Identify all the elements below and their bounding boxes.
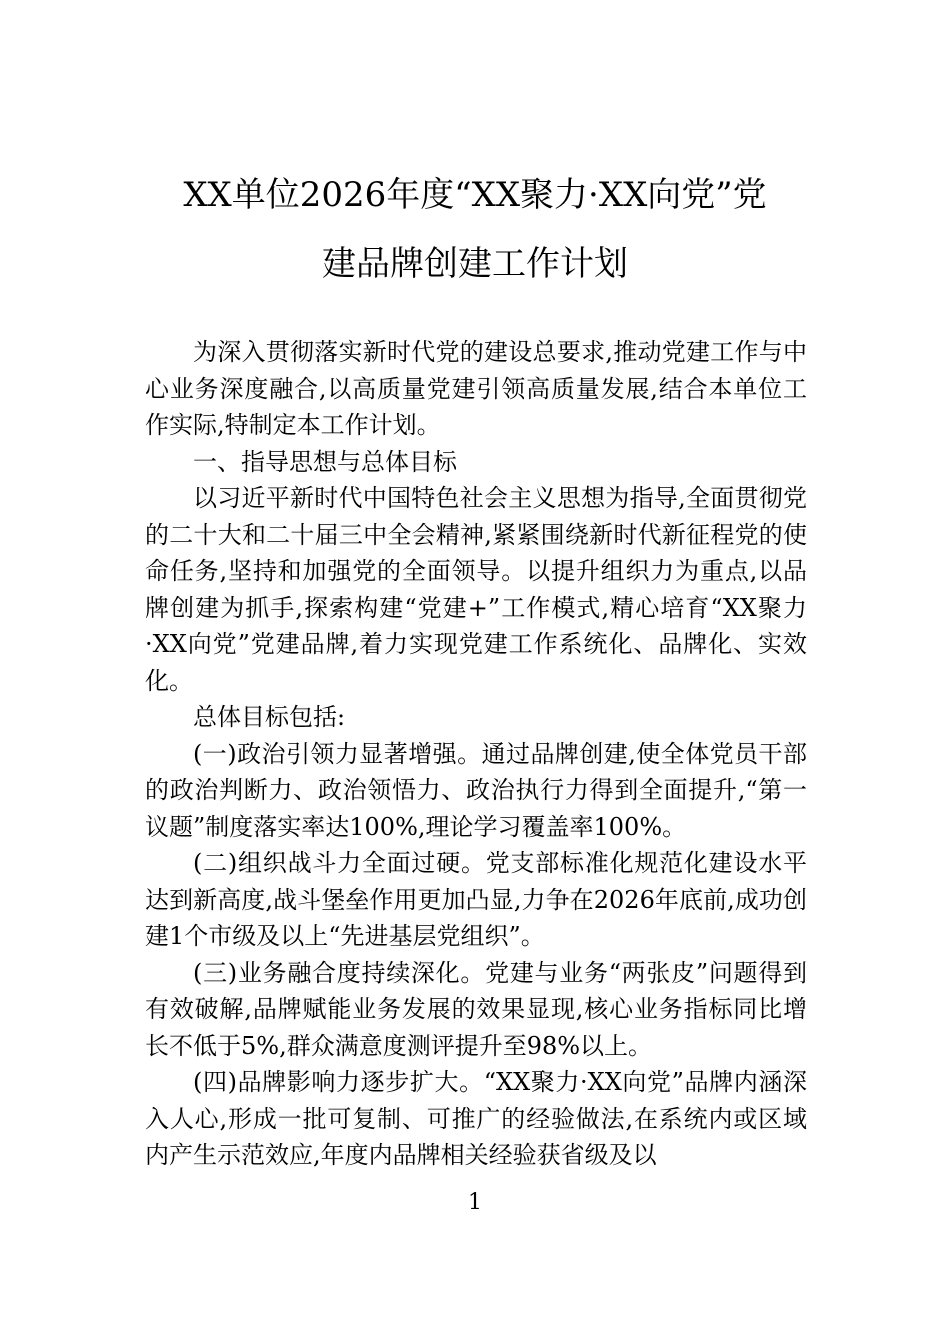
page-number: 1 [468, 1190, 482, 1215]
guiding-ideology-paragraph: 以习近平新时代中国特色社会主义思想为指导,全面贯彻党的二十大和二十届三中全会精神,紧紧围绕新时代新征程党的使命任务,坚持和加强党的全面领导。以提升组织力为重点,以品牌创建为抓手,探索构建“党建+”工作模式,精心培育“XX聚力·XX向党”党建品牌,着力实现党建工作系统化、品牌化、实效化。 [145, 484, 807, 695]
overall-goals-label: 总体目标包括: [193, 703, 346, 731]
goal-item-2: (二)组织战斗力全面过硬。党支部标准化规范化建设水平达到新高度,战斗堡垒作用更加凸显,力争在2026年底前,成功创建1个市级及以上“先进基层党组织”。 [145, 849, 807, 950]
section-heading-1: 一、指导思想与总体目标 [193, 447, 457, 476]
goal-item-1: (一)政治引领力显著增强。通过品牌创建,使全体党员干部的政治判断力、政治领悟力、政治执行力得到全面提升,“第一议题”制度落实率达100%,理论学习覆盖率100%。 [145, 739, 807, 841]
document-body [145, 334, 807, 1174]
goal-item-3: (三)业务融合度持续深化。党建与业务“两张皮”问题得到有效破解,品牌赋能业务发展的效果显现,核心业务指标同比增长不低于5%,群众满意度测评提升至98%以上。 [145, 958, 807, 1060]
goal-item-4: (四)品牌影响力逐步扩大。“XX聚力·XX向党”品牌内涵深入人心,形成一批可复制、可推广的经验做法,在系统内或区域内产生示范效应,年度内品牌相关经验获省级及以 [145, 1068, 807, 1169]
document-title-line-2: 建品牌创建工作计划 [322, 244, 628, 284]
document-title-line-1: XX单位2026年度“XX聚力·XX向党”党 [183, 175, 767, 215]
intro-paragraph: 为深入贯彻落实新时代党的建设总要求,推动党建工作与中心业务深度融合,以高质量党建引领高质量发展,结合本单位工作实际,特制定本工作计划。 [145, 338, 807, 439]
